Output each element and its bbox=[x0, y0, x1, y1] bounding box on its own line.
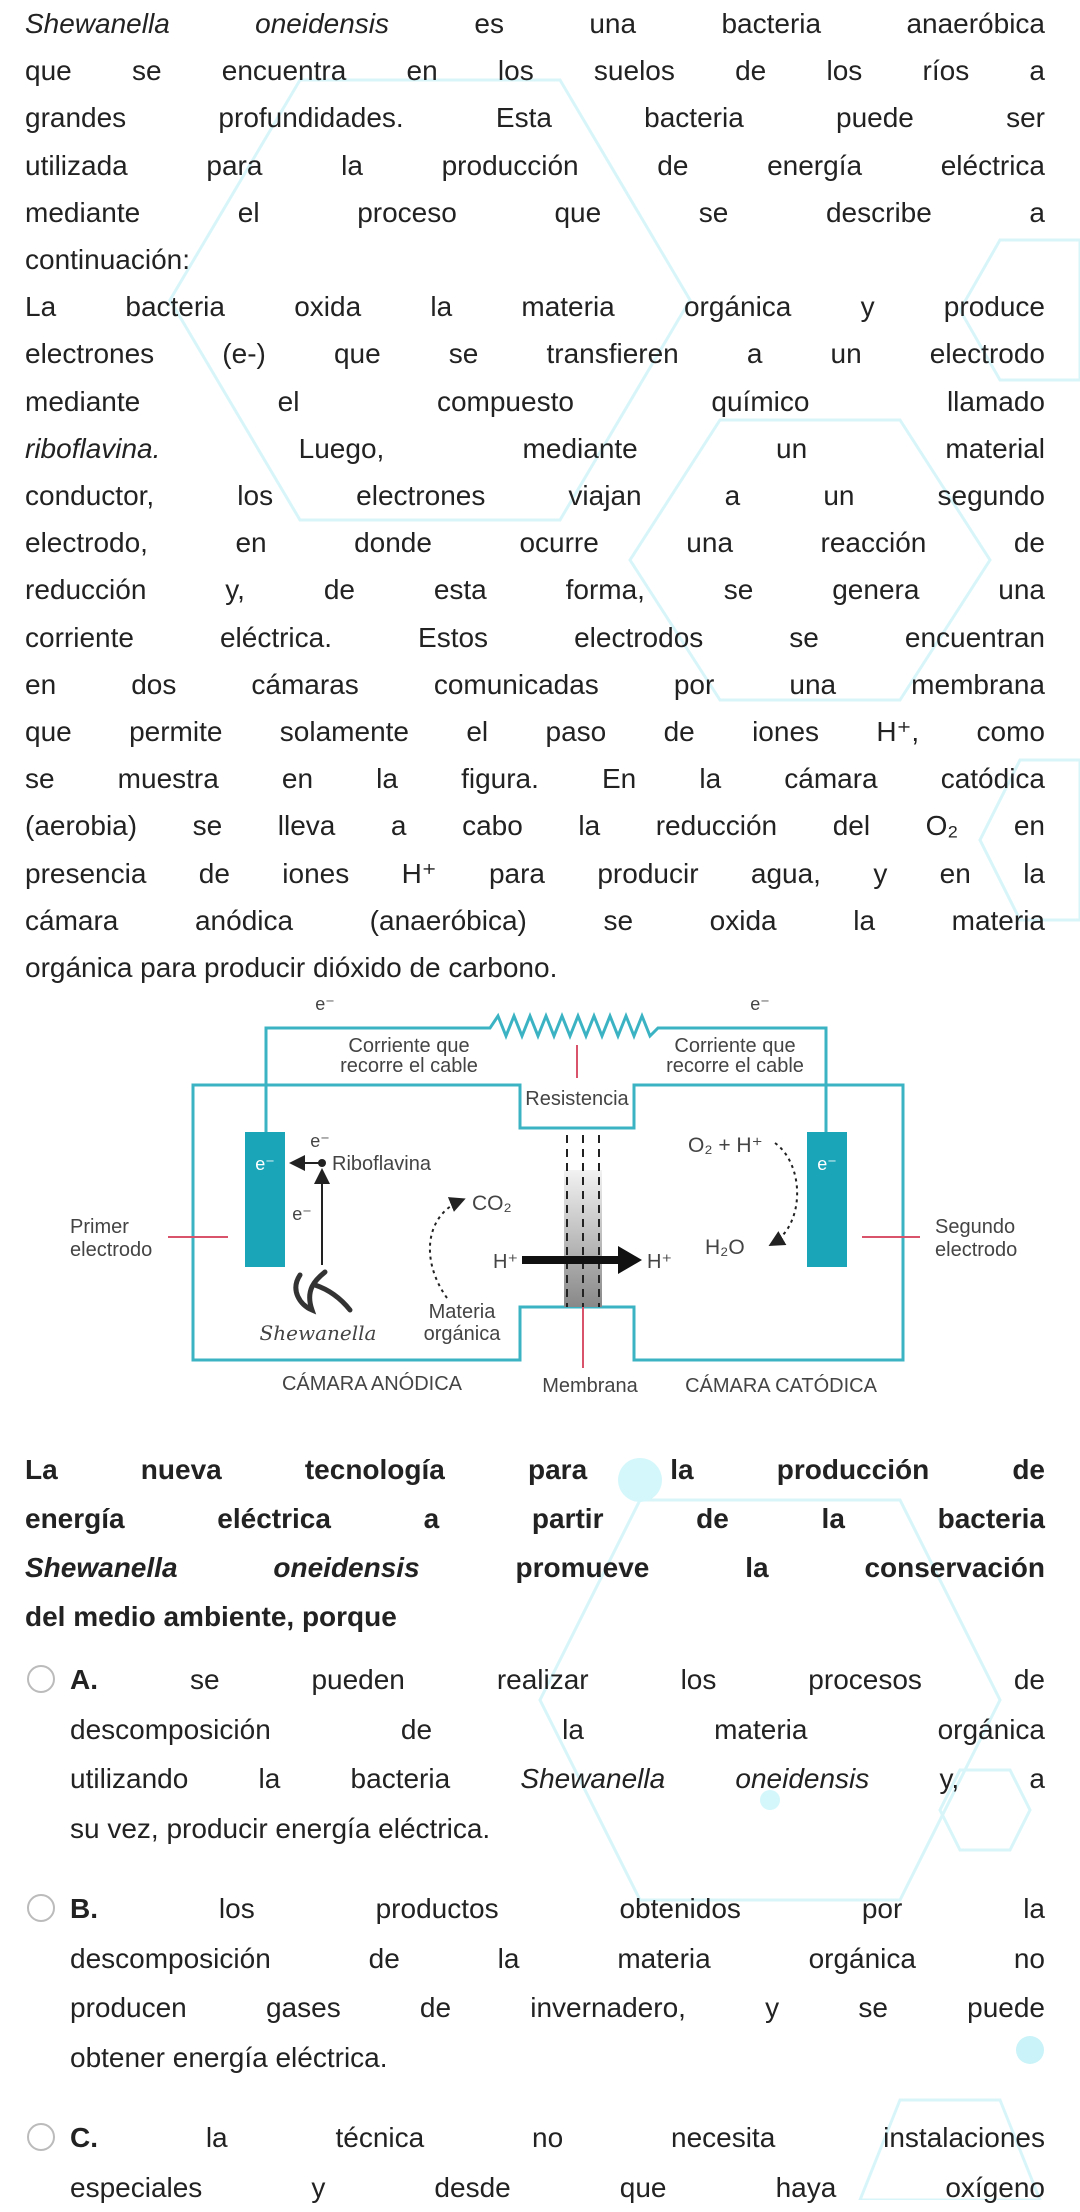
o2-h-label: O₂ + H⁺ bbox=[688, 1134, 763, 1157]
text-segment: su vez, producir energía eléctrica. bbox=[70, 1813, 490, 1844]
text-line bbox=[70, 1804, 1045, 1854]
text-segment: utilizada para la producción de energía eléctrica bbox=[25, 150, 1045, 181]
text-segment: que se encuentra en los suelos de los ríos a bbox=[25, 55, 1045, 86]
option-letter: C. bbox=[70, 2122, 98, 2153]
option-a-radio[interactable] bbox=[27, 1665, 55, 1693]
electron-label-right: e⁻ bbox=[750, 994, 770, 1014]
text-line bbox=[70, 2113, 1045, 2163]
current-label-right-2: recorre el cable bbox=[666, 1055, 804, 1077]
text-segment: presencia de iones H⁺ para producir agua, y en la bbox=[25, 858, 1045, 889]
current-label-left-2: recorre el cable bbox=[340, 1055, 478, 1077]
current-label-left-1: Corriente que bbox=[348, 1035, 469, 1057]
text-segment: La bacteria oxida la materia orgánica y produce bbox=[25, 291, 1045, 322]
first-electrode-label-1: Primer bbox=[70, 1216, 129, 1238]
proton-right-label: H⁺ bbox=[647, 1251, 672, 1273]
text-segment: grandes profundidades. Esta bacteria puede ser bbox=[25, 102, 1045, 133]
text-segment: la técnica no necesita instalaciones bbox=[98, 2122, 1045, 2153]
italic-text: Shewanella oneidensis bbox=[25, 1552, 420, 1583]
membrane-label: Membrana bbox=[542, 1375, 638, 1397]
first-electrode-label-2: electrodo bbox=[70, 1239, 152, 1261]
text-segment: La nueva tecnología para la producción de bbox=[25, 1454, 1045, 1485]
text-segment: descomposición de la materia orgánica bbox=[70, 1714, 1045, 1745]
organic-matter-label-1: Materia bbox=[429, 1301, 497, 1323]
text-segment: reducción y, de esta forma, se genera una bbox=[25, 574, 1045, 605]
cathodic-chamber-label: CÁMARA CATÓDICA bbox=[685, 1374, 878, 1397]
text-segment: orgánica para producir dióxido de carbono. bbox=[25, 952, 557, 983]
electron-label-left: e⁻ bbox=[315, 994, 335, 1014]
text-segment: continuación: bbox=[25, 244, 190, 275]
text-segment: obtener energía eléctrica. bbox=[70, 2042, 388, 2073]
italic-text: riboflavina. bbox=[25, 433, 160, 464]
italic-text: Shewanella oneidensis bbox=[25, 8, 389, 39]
text-segment: conductor, los electrones viajan a un segundo bbox=[25, 480, 1045, 511]
organic-matter-label-2: orgánica bbox=[424, 1323, 502, 1345]
second-electrode bbox=[807, 1132, 847, 1267]
text-segment: corriente eléctrica. Estos electrodos se encuentran bbox=[25, 622, 1045, 653]
text-segment: electrodo, en donde ocurre una reacción de bbox=[25, 527, 1045, 558]
text-segment: (aerobia) se lleva a cabo la reducción del O₂ en bbox=[25, 810, 1045, 841]
text-segment: utilizando la bacteria bbox=[70, 1763, 520, 1794]
co2-label: CO₂ bbox=[472, 1192, 512, 1215]
text-segment: electrones (e-) que se transfieren a un electrodo bbox=[25, 338, 1045, 369]
shewanella-bacteria-icon bbox=[296, 1272, 350, 1310]
text-segment: se pueden realizar los procesos de bbox=[98, 1664, 1045, 1695]
text-line bbox=[70, 1655, 1045, 1705]
h2o-label: H₂O bbox=[705, 1236, 745, 1259]
resistance-label: Resistencia bbox=[525, 1088, 629, 1110]
text-segment: Luego, mediante un material bbox=[160, 433, 1045, 464]
proton-left-label: H⁺ bbox=[493, 1251, 518, 1273]
electron-mid-label: e⁻ bbox=[292, 1204, 312, 1224]
option-letter: B. bbox=[70, 1893, 98, 1924]
text-segment: descomposición de la materia orgánica no bbox=[70, 1943, 1045, 1974]
question-text bbox=[25, 1445, 1045, 1641]
text-segment: promueve la conservación bbox=[420, 1552, 1045, 1583]
text-line bbox=[70, 1754, 1045, 1804]
text-segment: cámara anódica (anaeróbica) se oxida la materia bbox=[25, 905, 1045, 936]
electrode-electron-left: e⁻ bbox=[255, 1154, 275, 1174]
first-electrode bbox=[245, 1132, 285, 1267]
text-line bbox=[25, 1543, 1045, 1592]
text-segment: y, a bbox=[869, 1763, 1045, 1794]
text-segment: especiales y desde que haya oxígeno bbox=[70, 2172, 1045, 2203]
text-line bbox=[70, 2163, 1045, 2212]
riboflavin-label: Riboflavina bbox=[332, 1153, 432, 1175]
text-segment: que permite solamente el paso de iones H⁺, como bbox=[25, 716, 1045, 747]
option-c-radio[interactable] bbox=[27, 2123, 55, 2151]
text-segment: se muestra en la figura. En la cámara catódica bbox=[25, 763, 1045, 794]
italic-text: Shewanella oneidensis bbox=[520, 1763, 869, 1794]
option-b-radio[interactable] bbox=[27, 1894, 55, 1922]
text-segment: en dos cámaras comunicadas por una membrana bbox=[25, 669, 1045, 700]
text-line bbox=[25, 1445, 1045, 1494]
option-b-text bbox=[70, 1884, 1045, 2082]
option-c-text bbox=[70, 2113, 1045, 2212]
anodic-chamber-label: CÁMARA ANÓDICA bbox=[282, 1372, 463, 1395]
text-line bbox=[25, 1592, 1045, 1641]
text-line bbox=[70, 1934, 1045, 1984]
text-segment: del medio ambiente, porque bbox=[25, 1601, 397, 1632]
text-segment: producen gases de invernadero, y se puede bbox=[70, 1992, 1045, 2023]
text-segment: es una bacteria anaeróbica bbox=[389, 8, 1045, 39]
current-label-right-1: Corriente que bbox=[674, 1035, 795, 1057]
text-line bbox=[70, 1884, 1045, 1934]
text-segment: mediante el compuesto químico llamado bbox=[25, 386, 1045, 417]
text-line bbox=[70, 1705, 1045, 1755]
text-segment: energía eléctrica a partir de la bacteria bbox=[25, 1503, 1045, 1534]
second-electrode-label-2: electrodo bbox=[935, 1239, 1017, 1261]
shewanella-label: Shewanella bbox=[260, 1321, 377, 1345]
text-line bbox=[25, 1494, 1045, 1543]
option-a-text bbox=[70, 1655, 1045, 1853]
text-line bbox=[70, 1983, 1045, 2033]
option-letter: A. bbox=[70, 1664, 98, 1695]
text-segment: mediante el proceso que se describe a bbox=[25, 197, 1045, 228]
second-electrode-label-1: Segundo bbox=[935, 1216, 1015, 1238]
text-segment: los productos obtenidos por la bbox=[98, 1893, 1045, 1924]
electron-top-label: e⁻ bbox=[310, 1131, 330, 1151]
electrode-electron-right: e⁻ bbox=[817, 1154, 837, 1174]
text-line bbox=[70, 2033, 1045, 2083]
